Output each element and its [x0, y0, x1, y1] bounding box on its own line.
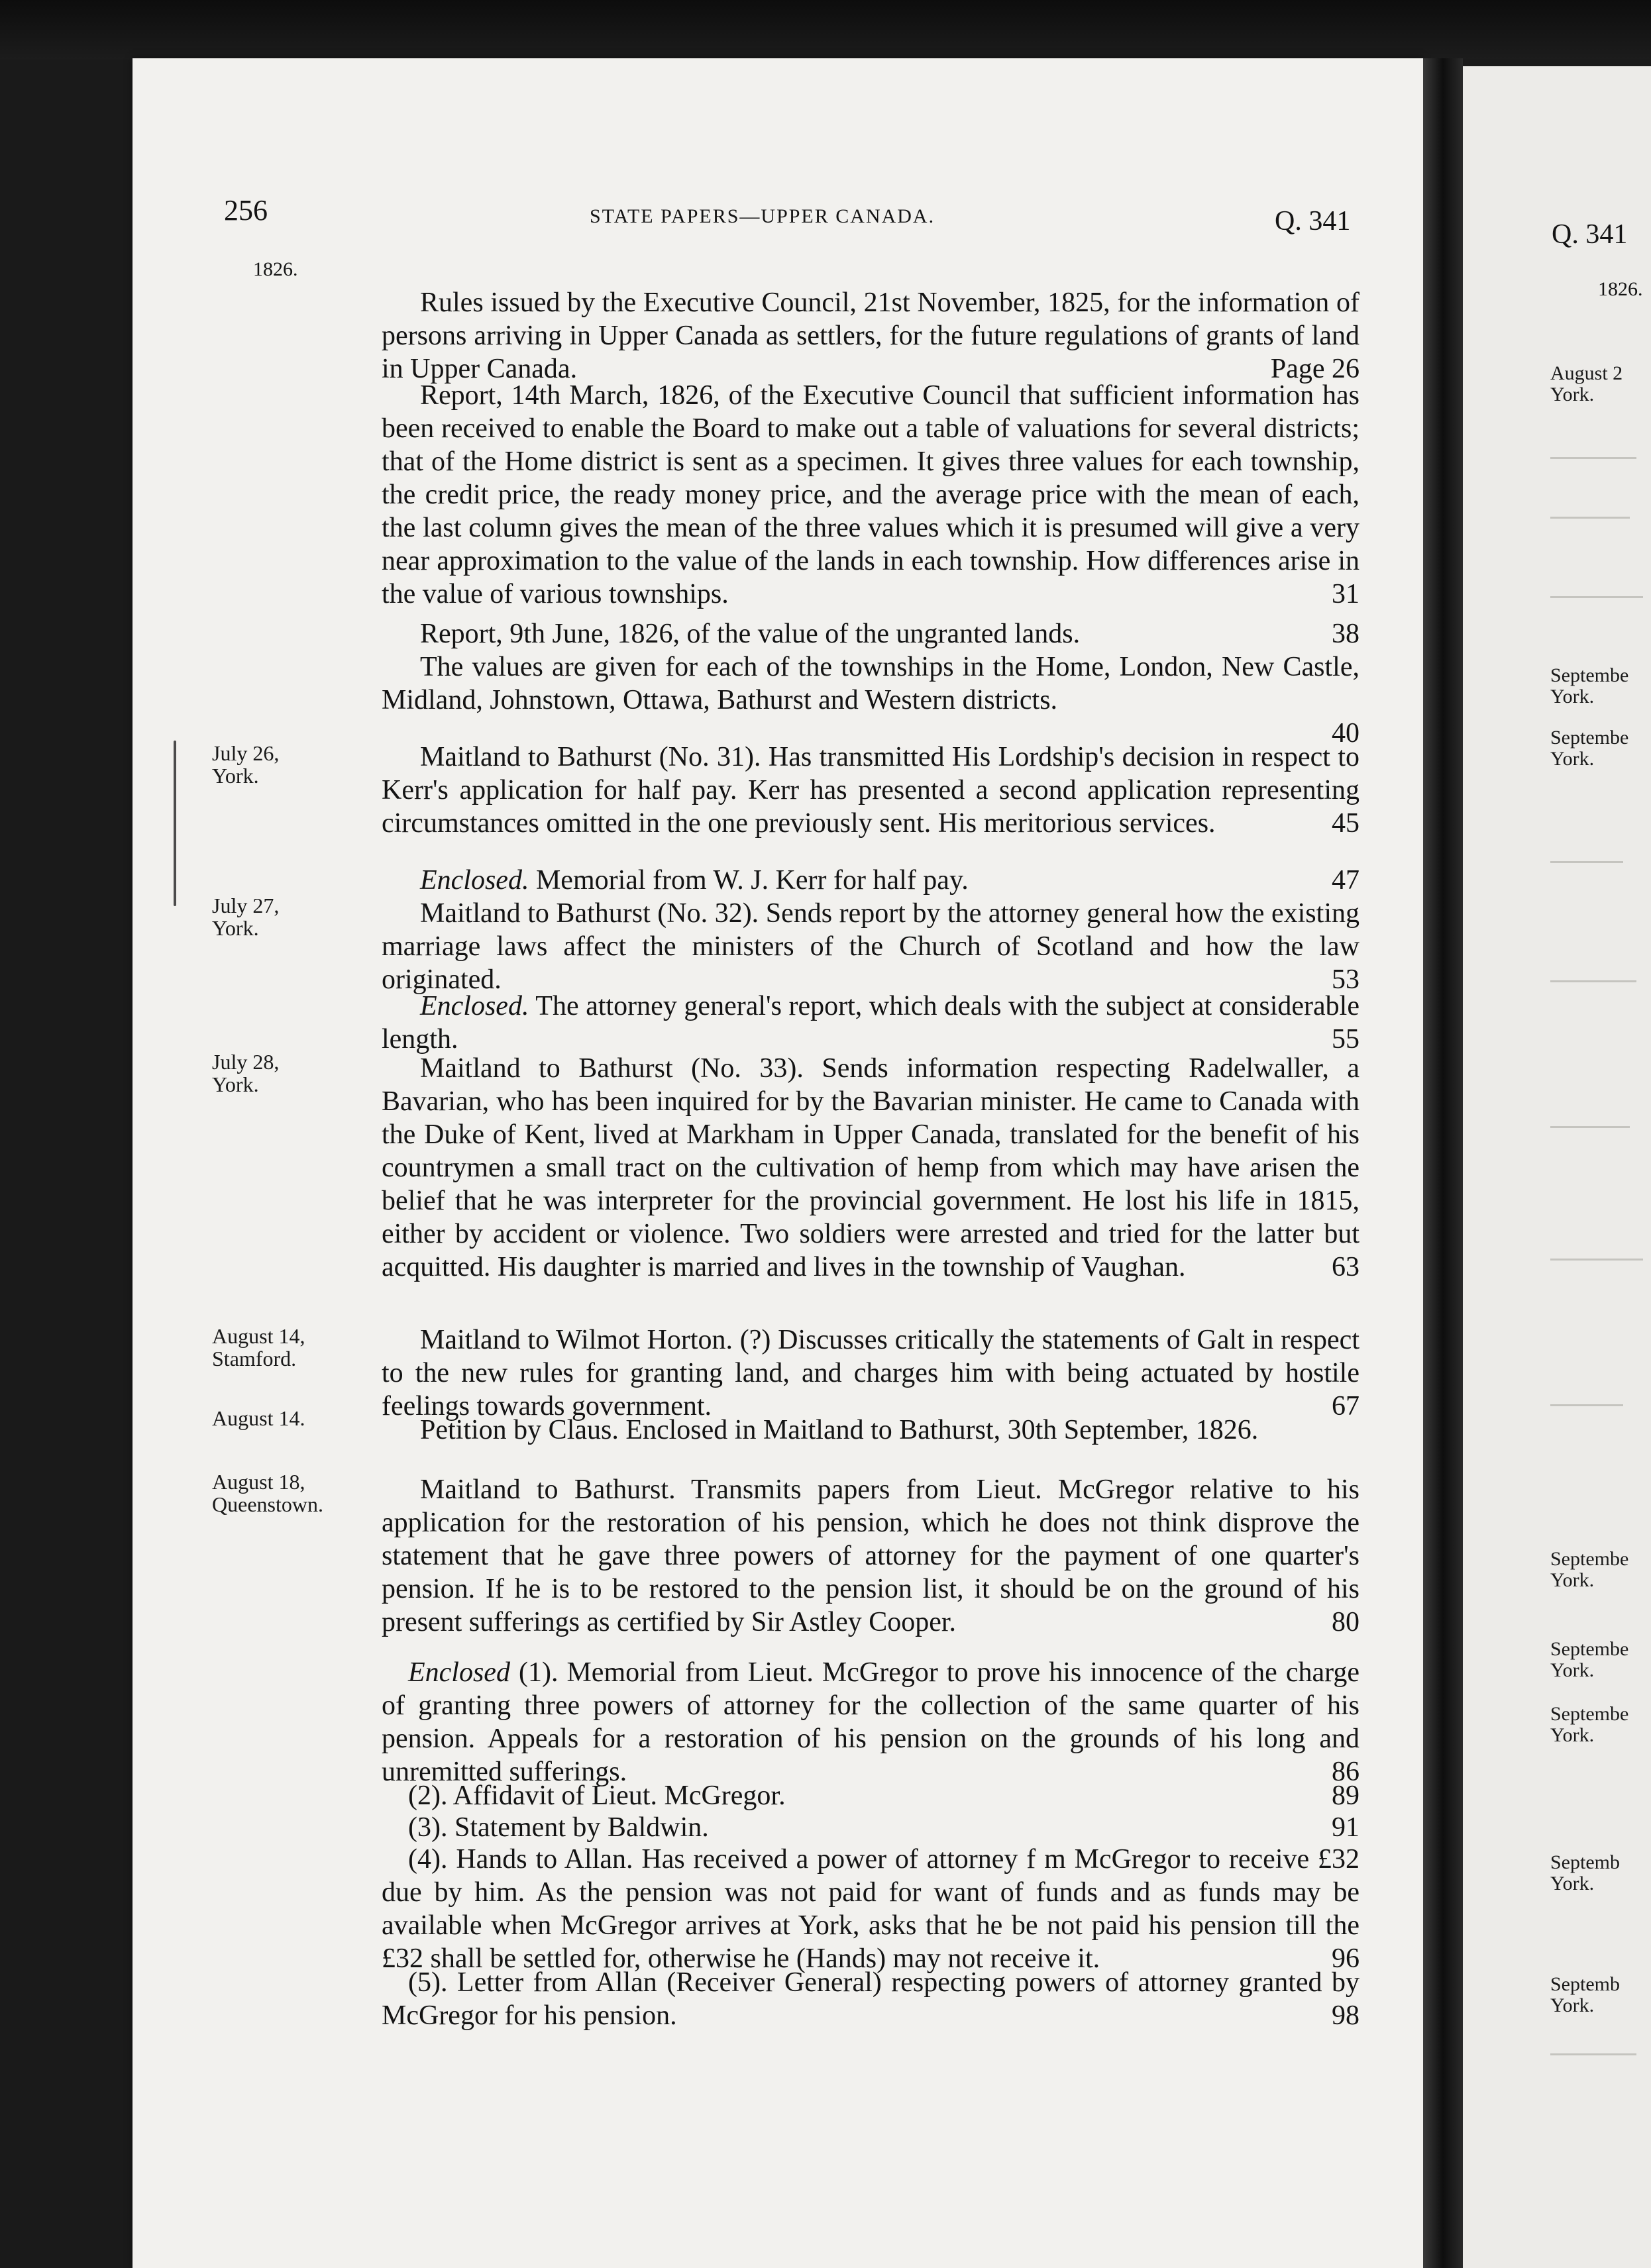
- facing-margin-note: Septemb York.: [1550, 1851, 1620, 1894]
- facing-margin-note: Septembe York.: [1550, 1638, 1629, 1681]
- bleed-through-mark: [1550, 1404, 1623, 1406]
- facing-page-year: 1826.: [1598, 278, 1643, 300]
- facing-margin-note: August 2 York.: [1550, 362, 1623, 405]
- page-reference: 80: [1332, 1607, 1359, 1637]
- entry-paragraph: (4). Hands to Allan. Has received a power of attorney f m McGregor to receive £32 due by him. As the pension was not paid for want of funds and as funds may be available when McGregor arrives at York, asks that he be not paid his pension till the £32 shall be settled for, otherwise he (Hands) may not receive it. 96: [382, 1844, 1359, 1974]
- entry-paragraph: Report, 9th June, 1826, of the value of the ungranted lands. 38: [420, 619, 1359, 649]
- facing-margin-note: Septembe York.: [1550, 1703, 1629, 1746]
- margin-date-note: August 18, Queenstown.: [212, 1470, 323, 1516]
- year-marker: 1826.: [253, 258, 298, 280]
- bleed-through-mark: [1550, 2053, 1636, 2055]
- page-reference: 67: [1332, 1391, 1359, 1421]
- entry-paragraph: Enclosed. The attorney general's report, which deals with the subject at considerable length. 55: [382, 991, 1359, 1055]
- page-reference: 47: [1332, 865, 1359, 896]
- page-number: 256: [224, 194, 268, 227]
- margin-date-note: July 27, York.: [212, 894, 280, 940]
- margin-date-note: August 14, Stamford.: [212, 1324, 305, 1370]
- entry-paragraph: (5). Letter from Allan (Receiver General) respecting powers of attorney granted by McGregor for his pension. 98: [382, 1967, 1359, 2031]
- entry-paragraph: Maitland to Wilmot Horton. (?) Discusses critically the statements of Galt in respect to the new rules for granting land, and charges him with being actuated by hostile feelings towards government. 67: [382, 1325, 1359, 1421]
- entry-paragraph: The values are given for each of the townships in the Home, London, New Castle, Midland, Johnstown, Ottawa, Bathurst and Western districts. 40: [382, 652, 1359, 748]
- facing-margin-note: Septembe York.: [1550, 1548, 1629, 1591]
- bleed-through-mark: [1550, 596, 1643, 598]
- entry-paragraph: Maitland to Bathurst (No. 32). Sends report by the attorney general how the existing marriage laws affect the ministers of the Church of Scotland and how the law originated. 53: [382, 898, 1359, 995]
- page-reference: 98: [1332, 2000, 1359, 2031]
- volume-reference: Q. 341: [1275, 206, 1351, 236]
- page-reference: 40: [1332, 718, 1359, 748]
- bleed-through-mark: [1550, 861, 1623, 863]
- entry-paragraph: Report, 14th March, 1826, of the Executive Council that sufficient information has been received to enable the Board to make out a table of valuations for several districts; that of the Home district is sent as a specimen. It gives three values for each township, the credit price, the ready money price, and the average price with the mean of each, the last column gives the mean of the three values which it is presumed will give a very near approximation to the value of the lands in each township. How differences arise in the value of various townships. 31: [382, 380, 1359, 609]
- margin-date-note: July 28, York.: [212, 1050, 280, 1096]
- bleed-through-mark: [1550, 517, 1630, 519]
- entry-paragraph: Enclosed (1). Memorial from Lieut. McGregor to prove his innocence of the charge of granting three powers of attorney for the collection of the same quarter of his pension. Appeals for a restoration of his pension on the grounds of his long and unremitted sufferings. 86: [382, 1657, 1359, 1787]
- page-reference: 53: [1332, 964, 1359, 995]
- page-reference: 38: [1332, 619, 1359, 649]
- bleed-through-mark: [1550, 1259, 1643, 1261]
- page-reference: 91: [1332, 1812, 1359, 1843]
- entry-paragraph: Maitland to Bathurst (No. 31). Has transmitted His Lordship's decision in respect to Kerr's application for half pay. Kerr has presented a second application representing circumstances omitted in the one previously sent. His meritorious services. 45: [382, 742, 1359, 839]
- facing-margin-note: Septembe York.: [1550, 664, 1629, 707]
- margin-date-note: July 26, York.: [212, 741, 280, 788]
- bleed-through-mark: [1550, 980, 1636, 982]
- entry-paragraph: Maitland to Bathurst (No. 33). Sends information respecting Radelwaller, a Bavarian, who has been inquired for by the Bavarian minister. He came to Canada with the Duke of Kent, lived at Markham in Upper Canada, translated for the benefit of his countrymen a small tract on the cultivation of hemp from which may have arisen the belief that he was interpreter for the provincial government. He lost his life in 1815, either by accident or violence. Two soldiers were arrested and tried for the latter but acquitted. His daughter is married and lives in the township of Vaughan. 63: [382, 1053, 1359, 1282]
- page-reference: 45: [1332, 808, 1359, 839]
- entry-paragraph: Petition by Claus. Enclosed in Maitland to Bathurst, 30th September, 1826.: [420, 1415, 1259, 1445]
- facing-margin-note: Septembe York.: [1550, 727, 1629, 770]
- entry-paragraph: (3). Statement by Baldwin. 91: [408, 1812, 1359, 1843]
- entry-paragraph: Rules issued by the Executive Council, 21st November, 1825, for the information of persons arriving in Upper Canada as settlers, for the future regulations of grants of land in Upper Canada. Page 26: [382, 287, 1359, 384]
- page-reference: 63: [1332, 1252, 1359, 1282]
- page-reference: 96: [1332, 1943, 1359, 1974]
- entry-paragraph: (2). Affidavit of Lieut. McGregor. 89: [408, 1780, 1359, 1811]
- page-reference: Page 26: [1270, 354, 1359, 384]
- entry-paragraph: Enclosed. Memorial from W. J. Kerr for half pay. 47: [420, 865, 1359, 896]
- page-reference: 89: [1332, 1780, 1359, 1811]
- margin-date-note: August 14.: [212, 1406, 305, 1430]
- page-reference: 31: [1332, 579, 1359, 609]
- facing-margin-note: Septemb York.: [1550, 1973, 1620, 2016]
- bleed-through-mark: [1550, 457, 1636, 459]
- entry-paragraph: Maitland to Bathurst. Transmits papers from Lieut. McGregor relative to his application for the restoration of his pension, which he does not think disprove the statement that he gave three powers of attorney for the payment of one quarter's pension. If he is to be restored to the pension list, it should be on the ground of his present sufferings as certified by Sir Astley Cooper. 80: [382, 1474, 1359, 1637]
- running-title: STATE PAPERS—UPPER CANADA.: [590, 205, 935, 227]
- facing-page-reference: Q. 341: [1552, 219, 1628, 250]
- bleed-through-mark: [1550, 1126, 1630, 1128]
- page-reference: 55: [1332, 1024, 1359, 1055]
- page-reference: 86: [1332, 1757, 1359, 1787]
- scan-background-top: [0, 0, 1651, 60]
- pencil-annotation-mark: [174, 741, 176, 906]
- book-gutter: [1423, 58, 1463, 2268]
